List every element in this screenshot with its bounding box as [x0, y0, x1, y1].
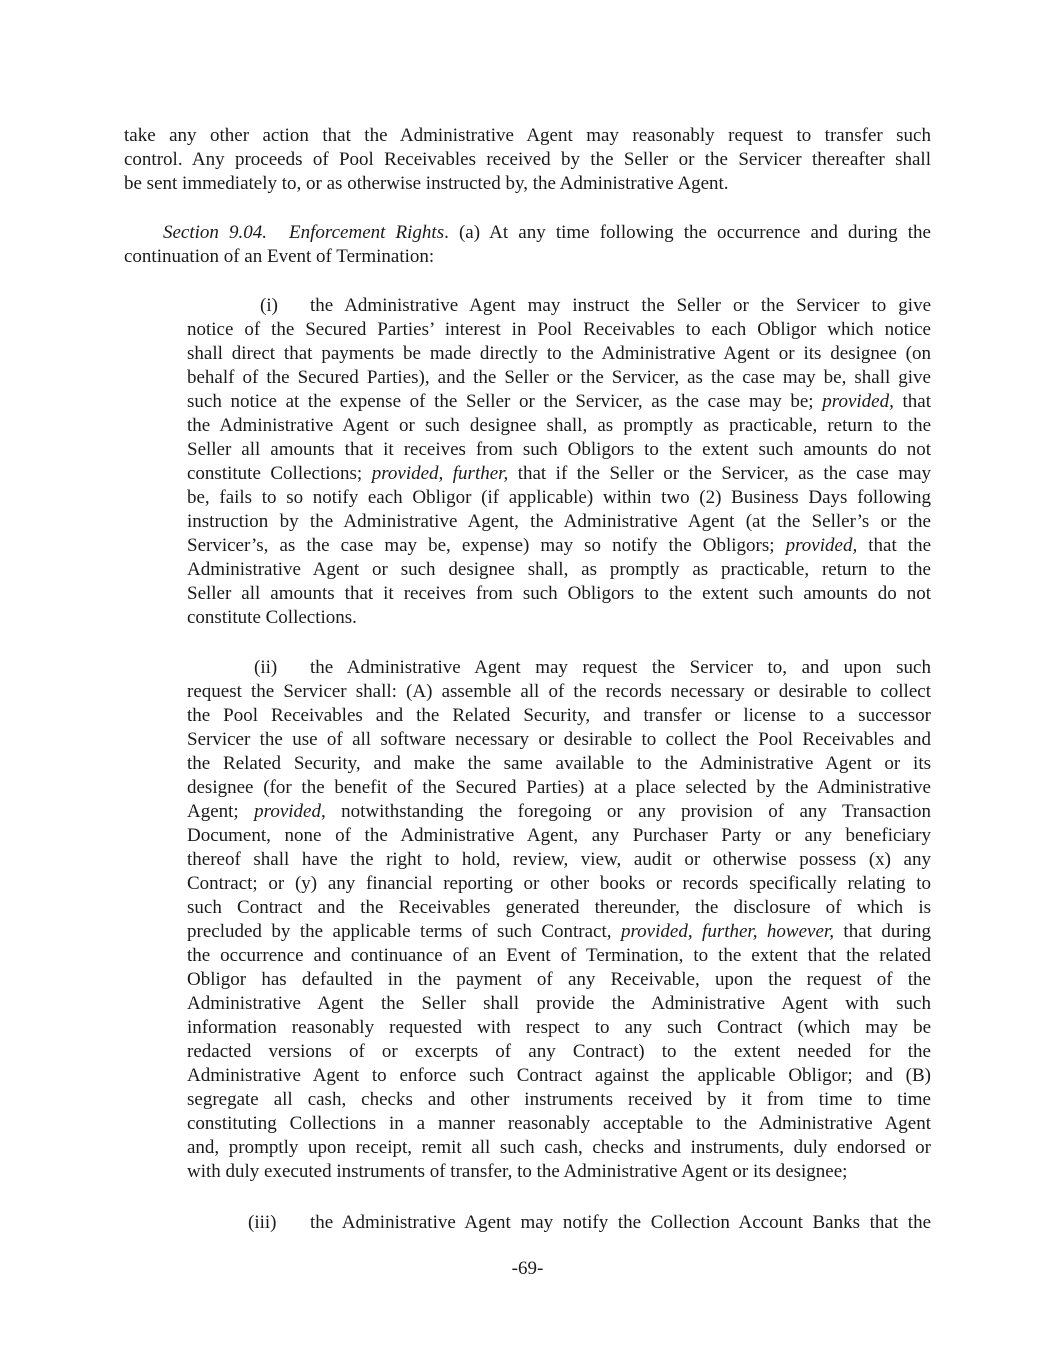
section-title: Enforcement Rights [289, 222, 445, 243]
text-segment: Agent; [187, 801, 239, 822]
text-line [187, 534, 931, 558]
text-line: be, fails to so notify each Obligor (if applicable) within two (2) Business Days following [187, 487, 931, 508]
section-text: . (a) At any time following the occurrence and during the [444, 222, 931, 243]
text-line: constituting Collections in a manner reasonably acceptable to the Administrative Agent [187, 1113, 931, 1134]
text-line: notice of the Secured Parties’ interest in Pool Receivables to each Obligor which notice [187, 319, 931, 340]
text-line [187, 462, 931, 486]
clause-label: (ii) [254, 657, 278, 678]
text-line: shall direct that payments be made directly to the Administrative Agent or its designee (on [187, 343, 931, 364]
text-line: Seller all amounts that it receives from such Obligors to the extent such amounts do not [187, 439, 931, 460]
italic-term: provided, further, however, [620, 921, 834, 942]
text-line [187, 920, 931, 944]
text-segment: that if the Seller or the Servicer, as the case may [517, 463, 931, 484]
clause-text: the Administrative Agent may request the Servicer to, and upon such [310, 657, 931, 678]
section-heading-line [124, 221, 931, 245]
text-line: Administrative Agent to enforce such Contract against the applicable Obligor; and (B) [187, 1065, 931, 1086]
text-line: instruction by the Administrative Agent, the Administrative Agent (at the Seller’s or the [187, 511, 931, 532]
text-line: information reasonably requested with respect to any such Contract (which may be [187, 1017, 931, 1038]
text-line: behalf of the Secured Parties), and the Seller or the Servicer, as the case may be, shall give [187, 367, 931, 388]
text-line: constitute Collections. [187, 607, 357, 628]
italic-term: provided, further, [371, 463, 509, 484]
clause-label: (iii) [248, 1212, 277, 1233]
paragraph-intro [124, 124, 931, 196]
text-line: the occurrence and continuance of an Event of Termination, to the extent that the related [187, 945, 931, 966]
text-line: the Administrative Agent or such designee shall, as promptly as practicable, return to the [187, 415, 931, 436]
clause-ii [187, 656, 931, 1184]
text-line: Administrative Agent the Seller shall provide the Administrative Agent with such [187, 993, 931, 1014]
text-line: designee (for the benefit of the Secured Parties) at a place selected by the Administrative [187, 777, 931, 798]
text-line: segregate all cash, checks and other instruments received by it from time to time [187, 1089, 931, 1110]
clause-iii-first-line [187, 1211, 931, 1235]
text-line: take any other action that the Administrative Agent may reasonably request to transfer such [124, 125, 931, 146]
text-line [187, 800, 931, 824]
section-9-04-paragraph [124, 221, 931, 269]
clause-text: the Administrative Agent may instruct the Seller or the Servicer to give [310, 295, 931, 316]
text-line: the Related Security, and make the same available to the Administrative Agent or its [187, 753, 931, 774]
text-line: the Pool Receivables and the Related Security, and transfer or license to a successor [187, 705, 931, 726]
text-line [187, 390, 931, 414]
italic-term: provided [254, 801, 321, 822]
text-line: be sent immediately to, or as otherwise instructed by, the Administrative Agent. [124, 173, 729, 194]
text-line: Seller all amounts that it receives from such Obligors to the extent such amounts do not [187, 583, 931, 604]
text-line: such Contract and the Receivables generated thereunder, the disclosure of which is [187, 897, 931, 918]
text-line: Administrative Agent or such designee shall, as promptly as practicable, return to the [187, 559, 931, 580]
text-line: thereof shall have the right to hold, review, view, audit or otherwise possess (x) any [187, 849, 931, 870]
text-line: Contract; or (y) any financial reporting or other books or records specifically relating to [187, 873, 931, 894]
text-line: with duly executed instruments of transfer, to the Administrative Agent or its designee; [187, 1161, 848, 1182]
clause-i-first-line [187, 294, 931, 318]
clause-text: the Administrative Agent may notify the Collection Account Banks that the [310, 1212, 931, 1233]
clause-iii [187, 1211, 931, 1235]
text-segment: that during [843, 921, 931, 942]
text-line: Obligor has defaulted in the payment of any Receivable, upon the request of the [187, 969, 931, 990]
text-segment: precluded by the applicable terms of such Contract, [187, 921, 612, 942]
italic-term: provided, [785, 535, 858, 556]
text-segment: constitute Collections; [187, 463, 363, 484]
text-line: control. Any proceeds of Pool Receivables received by the Seller or the Servicer thereafter shall [124, 149, 931, 170]
text-segment: that [902, 391, 931, 412]
clause-label: (i) [260, 295, 278, 316]
text-line: continuation of an Event of Termination: [124, 246, 435, 267]
clause-i [187, 294, 931, 630]
text-line: redacted versions of or excerpts of any Contract) to the extent needed for the [187, 1041, 931, 1062]
section-number: Section 9.04. [163, 222, 268, 243]
text-line: Document, none of the Administrative Agent, any Purchaser Party or any beneficiary [187, 825, 931, 846]
italic-term: provided, [822, 391, 894, 412]
text-segment: that the [868, 535, 931, 556]
text-segment: Servicer’s, as the case may be, expense) may so notify the Obligors; [187, 535, 775, 556]
text-segment: such notice at the expense of the Seller or the Servicer, as the case may be; [187, 391, 814, 412]
text-segment: , notwithstanding the foregoing or any provision of any Transaction [320, 801, 931, 822]
text-line: request the Servicer shall: (A) assemble all of the records necessary or desirable to collect [187, 681, 931, 702]
clause-ii-first-line [187, 656, 931, 680]
text-line: and, promptly upon receipt, remit all such cash, checks and instruments, duly endorsed or [187, 1137, 931, 1158]
page-number: -69- [511, 1258, 544, 1279]
text-line: Servicer the use of all software necessary or desirable to collect the Pool Receivables and [187, 729, 931, 750]
